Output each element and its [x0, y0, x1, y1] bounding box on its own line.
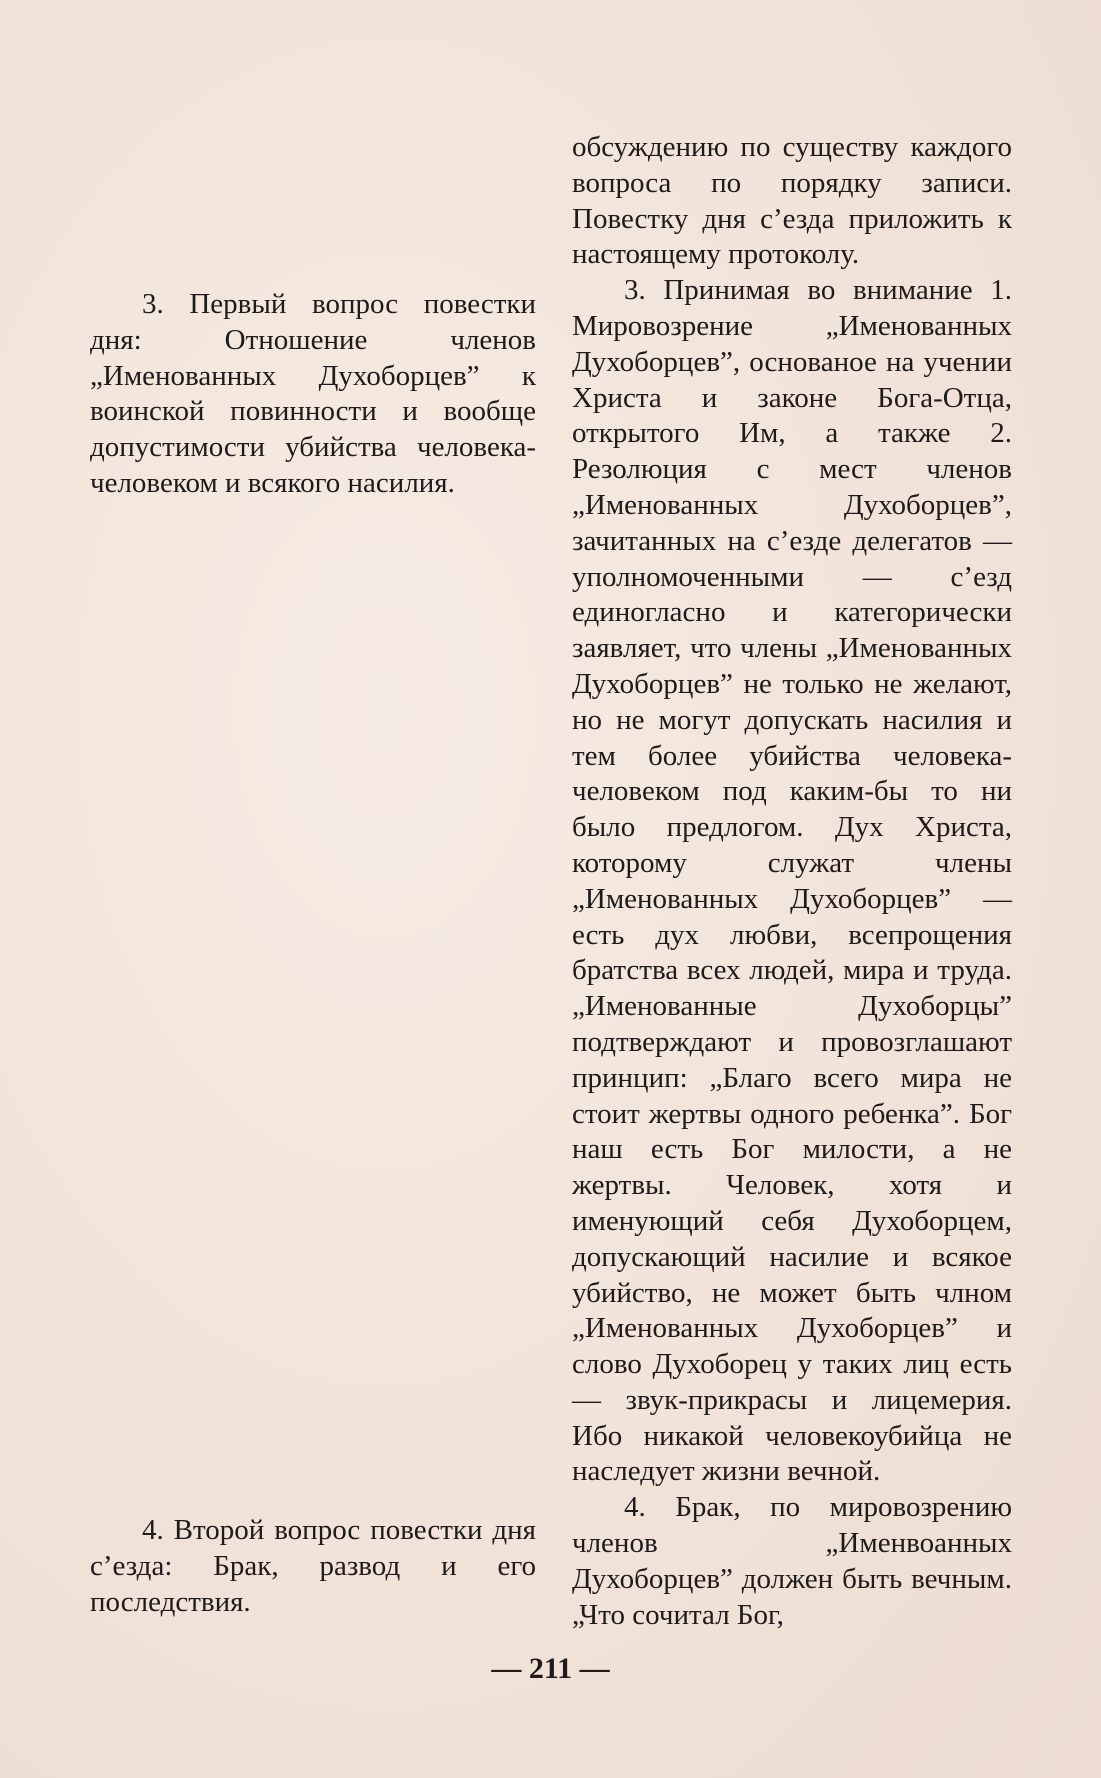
right-column — [572, 130, 1012, 1633]
right-paragraph-resolution-4: 4. Брак, по мировозрению членов „Именвоанных Духоборцев” должен быть вечным. „Что сочитал Бог, — [572, 1491, 1012, 1631]
question-3-text: 3. Первый вопрос повестки дня: Отношение членов „Именованных Духоборцев” к воинской повинности и вообще допустимости убийства человека-человеком и всякого насилия. — [90, 288, 536, 499]
left-paragraph-question-3 — [90, 287, 536, 502]
left-paragraph-question-4 — [90, 1513, 536, 1620]
question-4-text: 4. Второй вопрос повестки дня с’езда: Брак, развод и его последствия. — [90, 1514, 536, 1618]
right-paragraph-continuation: обсуждению по существу каждого вопроса по порядку записи. Повестку дня с’езда приложить к настоящему протоколу. — [572, 131, 1012, 271]
right-paragraph-resolution-3: 3. Принимая во внимание 1. Мировозрение „Именованных Духоборцев”, основаное на учении Христа и законе Бога-Отца, открытого Им, а также 2. Резолюция с мест членов „Именованных Духоборцев”, зачитанных на с’езде делегатов — уполномоченными — с’езд единогласно и категорически заявляет, что члены „Именованных Духоборцев” не только не желают, но не могут допускать насилия и тем более убийства человека-человеком под каким-бы то ни было предлогом. Дух Христа, которому служат члены „Именованных Духоборцев” — есть дух любви, всепрощения братства всех людей, мира и труда. „Именованные Духоборцы” подтверждают и провозглашают принцип: „Благо всего мира не стоит жертвы одного ребенка”. Бог наш есть Бог милости, а не жертвы. Человек, хотя и именующий себя Духоборцем, допускающий насилие и всякое убийство, не может быть члном „Именованных Духоборцев” и слово Духоборец у таких лиц есть — звук-прикрасы и лицемерия. Ибо никакой человекоубийца не наследует жизни вечной. — [572, 274, 1012, 1488]
page-number: — 211 — — [491, 1652, 610, 1685]
